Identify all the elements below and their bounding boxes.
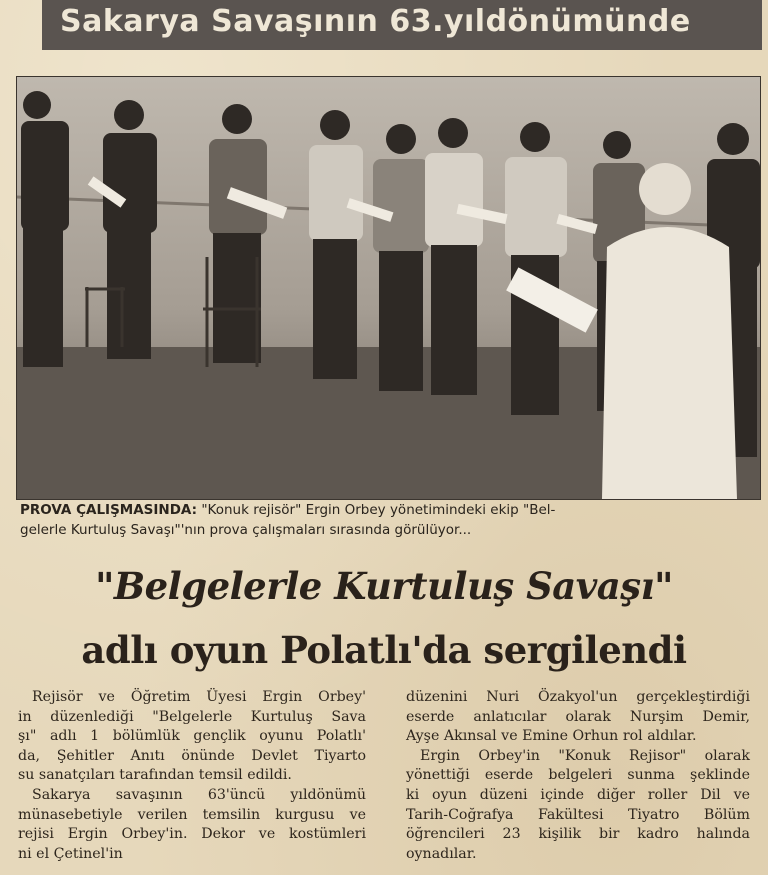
rehearsal-photo: [16, 76, 761, 500]
text-line: münasebetiyle verilen temsilin kurgusu ve: [18, 806, 366, 823]
photo-caption: [20, 500, 760, 540]
text-line: oynadılar.: [406, 845, 477, 862]
caption-text-2: gelerle Kurtuluş Savaşı"'nın prova çalışmaları sırasında görülüyor...: [20, 522, 472, 538]
article-column-right: [406, 688, 750, 864]
banner-title: Sakarya Savaşının 63.yıldönümünde: [60, 4, 691, 39]
text-line: Tarih-Coğrafya Fakültesi Tiyatro Bölüm: [406, 806, 750, 823]
text-line: da, Şehitler Anıtı önünde Devlet Tiyarto: [18, 747, 366, 764]
text-line: Sakarya savaşının 63'üncü yıldönümü: [32, 786, 366, 803]
text-line: in düzenlediği "Belgelerle Kurtuluş Sava: [18, 708, 366, 725]
text-line: Ayşe Akınsal ve Emine Orhun rol aldılar.: [406, 728, 697, 745]
text-line: su sanatçıları tarafından temsil edildi.: [18, 767, 292, 784]
article-column-left: [18, 688, 366, 864]
headline-line-2: adlı oyun Polatlı'da sergilendi: [81, 628, 687, 672]
text-line: yönettiği eserde belgeleri sunma şeklinde: [406, 767, 750, 784]
text-line: rejisi Ergin Orbey'in. Dekor ve kostümleri: [18, 826, 366, 843]
section-banner: [42, 0, 762, 50]
text-line: şı" adlı 1 bölümlük gençlik oyunu Polatlı': [18, 728, 366, 745]
caption-text-1: "Konuk rejisör" Ergin Orbey yönetimindeki ekip "Bel-: [197, 502, 556, 518]
headline-line-1: "Belgelerle Kurtuluş Savaşı": [95, 564, 673, 608]
text-line: düzenini Nuri Özakyol'un gerçekleştirdiği: [406, 689, 750, 705]
text-line: ki oyun düzeni içinde diğer roller Dil ve: [406, 786, 750, 803]
text-line: Rejisör ve Öğretim Üyesi Ergin Orbey': [32, 689, 366, 705]
caption-lead: PROVA ÇALIŞMASINDA:: [20, 502, 198, 518]
text-line: Ergin Orbey'in "Konuk Rejisor" olarak: [420, 747, 750, 764]
text-line: ni el Çetinel'in: [18, 845, 123, 862]
text-line: öğrencileri 23 kişilik bir kadro halında: [406, 826, 750, 843]
photo-illustration: [17, 77, 760, 499]
text-line: eserde anlatıcılar olarak Nurşim Demir,: [406, 708, 750, 725]
